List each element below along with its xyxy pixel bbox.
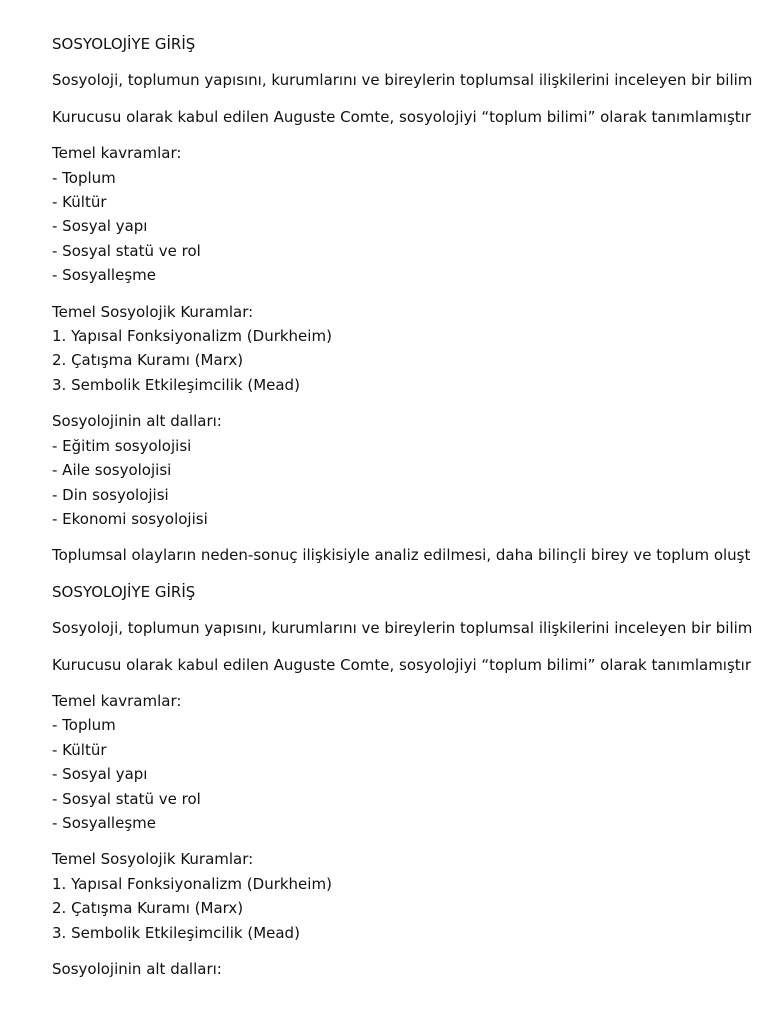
list-title: Temel Sosyolojik Kuramlar: (52, 302, 254, 321)
list-item: - Din sosyolojisi (52, 485, 169, 504)
list-item: - Sosyal statü ve rol (52, 789, 201, 808)
document-page (52, 32, 768, 993)
paragraph-definition (52, 68, 768, 92)
document-heading (52, 580, 768, 604)
list-item: - Sosyalleşme (52, 266, 156, 285)
heading-text: SOSYOLOJİYE GİRİŞ (52, 582, 196, 601)
paragraph-line: Kurucusu olarak kabul edilen Auguste Comte, sosyolojiyi “toplum bilimi” olarak tanımlamıştır (52, 655, 752, 674)
list-basic-concepts (52, 689, 768, 835)
list-subfields (52, 957, 768, 981)
paragraph-founder (52, 105, 768, 129)
list-title: Temel kavramlar: (52, 144, 182, 163)
list-item: 3. Sembolik Etkileşimcilik (Mead) (52, 923, 300, 942)
paragraph-definition (52, 616, 768, 640)
list-item: - Sosyalleşme (52, 813, 156, 832)
list-title: Temel kavramlar: (52, 691, 182, 710)
list-title: Temel Sosyolojik Kuramlar: (52, 850, 254, 869)
paragraph-founder (52, 653, 768, 677)
list-item: 2. Çatışma Kuramı (Marx) (52, 899, 244, 918)
list-item: - Sosyal statü ve rol (52, 241, 201, 260)
list-item: 3. Sembolik Etkileşimcilik (Mead) (52, 375, 300, 394)
list-item: 1. Yapısal Fonksiyonalizm (Durkheim) (52, 874, 332, 893)
list-item: - Aile sosyolojisi (52, 461, 172, 480)
paragraph-line: Toplumsal olayların neden-sonuç ilişkisiyle analiz edilmesi, daha bilinçli birey ve toplum oluşt (52, 546, 751, 565)
list-item: - Kültür (52, 740, 107, 759)
list-theories (52, 847, 768, 945)
list-item: - Sosyal yapı (52, 217, 148, 236)
list-basic-concepts (52, 141, 768, 287)
list-theories (52, 300, 768, 398)
list-item: - Ekonomi sosyolojisi (52, 509, 208, 528)
list-title: Sosyolojinin alt dalları: (52, 960, 222, 978)
list-title: Sosyolojinin alt dalları: (52, 412, 222, 431)
list-item: - Kültür (52, 193, 107, 212)
list-item: - Sosyal yapı (52, 765, 148, 784)
list-item: - Eğitim sosyolojisi (52, 436, 192, 455)
paragraph-line: Sosyoloji, toplumun yapısını, kurumlarını ve bireylerin toplumsal ilişkilerini inceleyen bir bilim (52, 71, 753, 90)
list-item: 1. Yapısal Fonksiyonalizm (Durkheim) (52, 327, 332, 346)
paragraph-line: Kurucusu olarak kabul edilen Auguste Comte, sosyolojiyi “toplum bilimi” olarak tanımlamıştır (52, 107, 752, 126)
paragraph-conclusion (52, 543, 768, 567)
heading-text: SOSYOLOJİYE GİRİŞ (52, 35, 196, 53)
list-item: - Toplum (52, 716, 116, 735)
list-subfields (52, 409, 768, 531)
document-heading (52, 32, 768, 56)
paragraph-line: Sosyoloji, toplumun yapısını, kurumlarını ve bireylerin toplumsal ilişkilerini inceleyen bir bilim (52, 619, 753, 638)
list-item: 2. Çatışma Kuramı (Marx) (52, 351, 244, 370)
list-item: - Toplum (52, 168, 116, 187)
